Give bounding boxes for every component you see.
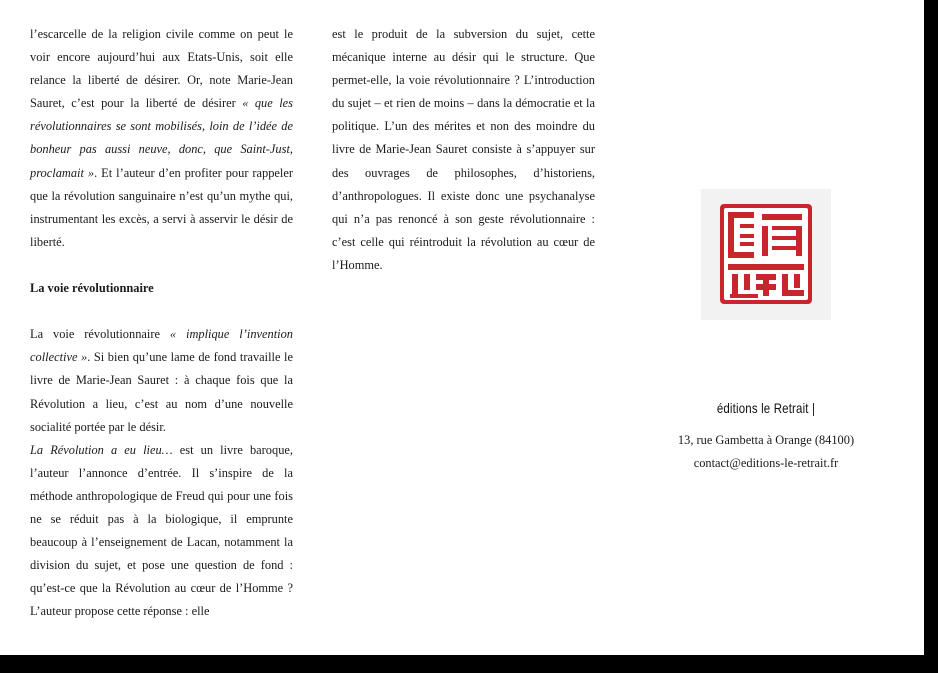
- section-heading: La voie révolutionnaire: [30, 281, 154, 296]
- seal-image: [701, 189, 831, 320]
- text-column-left: [30, 23, 293, 623]
- paragraph-2-end: . Si bien qu’une lame de fond travaille le livre de Marie-Jean Sauret : à chaque fois que la Révolution a lieu, c’est au nom d’une nouvelle socialité portée par le désir.: [30, 350, 293, 434]
- publisher-address: 13, rue Gambetta à Orange (84100): [677, 433, 855, 447]
- paragraph-1: [30, 23, 293, 254]
- paragraph-3-end: est un livre baroque, l’auteur l’annonce d’entrée. Il s’inspire de la méthode anthropologique de Freud qui pour une fois ne se réduit pas à la biologique, il emprunte beaucoup à l’enseignement de Lacan, notamment la division du sujet, et pose une question de fond : qu’est-ce que la Révolution au cœur de l’Homme ? L’auteur propose cette réponse : elle: [30, 442, 293, 619]
- publisher-name: éditions le Retrait |: [716, 400, 816, 416]
- paragraph-2-start: La voie révolutionnaire: [30, 327, 170, 342]
- paragraph-1-end: . Et l’auteur d’en profiter pour rappeler que la révolution sanguinaire n’est qu’un mythe qui, instrumentant les excès, a servi à asservir le désir de liberté.: [30, 165, 293, 249]
- spacer: [30, 254, 293, 277]
- paragraph-2-quote: « implique l’invention collective »: [30, 327, 293, 365]
- paragraph-3: [30, 439, 293, 624]
- paragraph-4: est le produit de la subversion du sujet, cette mécanique interne au désir qui le structure. Que permet-elle, la voie révolutionnaire ? L’introduction du sujet – et rien de moins – dans la démocratie et la politique. L’un des mérites et non des moindre du livre de Marie-Jean Sauret consiste à s’appuyer sur des ouvrages de philosophes, d’historiens, d’anthropologues. Il existe donc une psychanalyse qui n’a pas renoncé à son geste révolutionnaire : c’est celle qui réintroduit la révolution au cœur de l’Homme.: [332, 27, 595, 272]
- text-column-middle: [332, 23, 595, 277]
- paragraph-1-quote: « que les révolutionnaires se sont mobilisés, loin de l’idée de bonheur pas aussi neuve, donc, que Saint-Just, proclamait »: [30, 96, 293, 180]
- book-title: La Révolution a eu lieu…: [30, 442, 173, 457]
- paragraph-1-start: l’escarcelle de la religion civile comme on peut le voir encore aujourd’hui aux Etats-Unis, soit elle relance la liberté de désirer. Or, note Marie-Jean Sauret, c’est pour la liberté de désirer: [30, 27, 293, 111]
- spacer: [30, 300, 293, 323]
- publisher-email[interactable]: contact@editions-le-retrait.fr: [693, 456, 839, 470]
- paragraph-2: [30, 323, 293, 438]
- seal-stamp-icon: [718, 202, 814, 306]
- publisher-panel: [640, 0, 892, 655]
